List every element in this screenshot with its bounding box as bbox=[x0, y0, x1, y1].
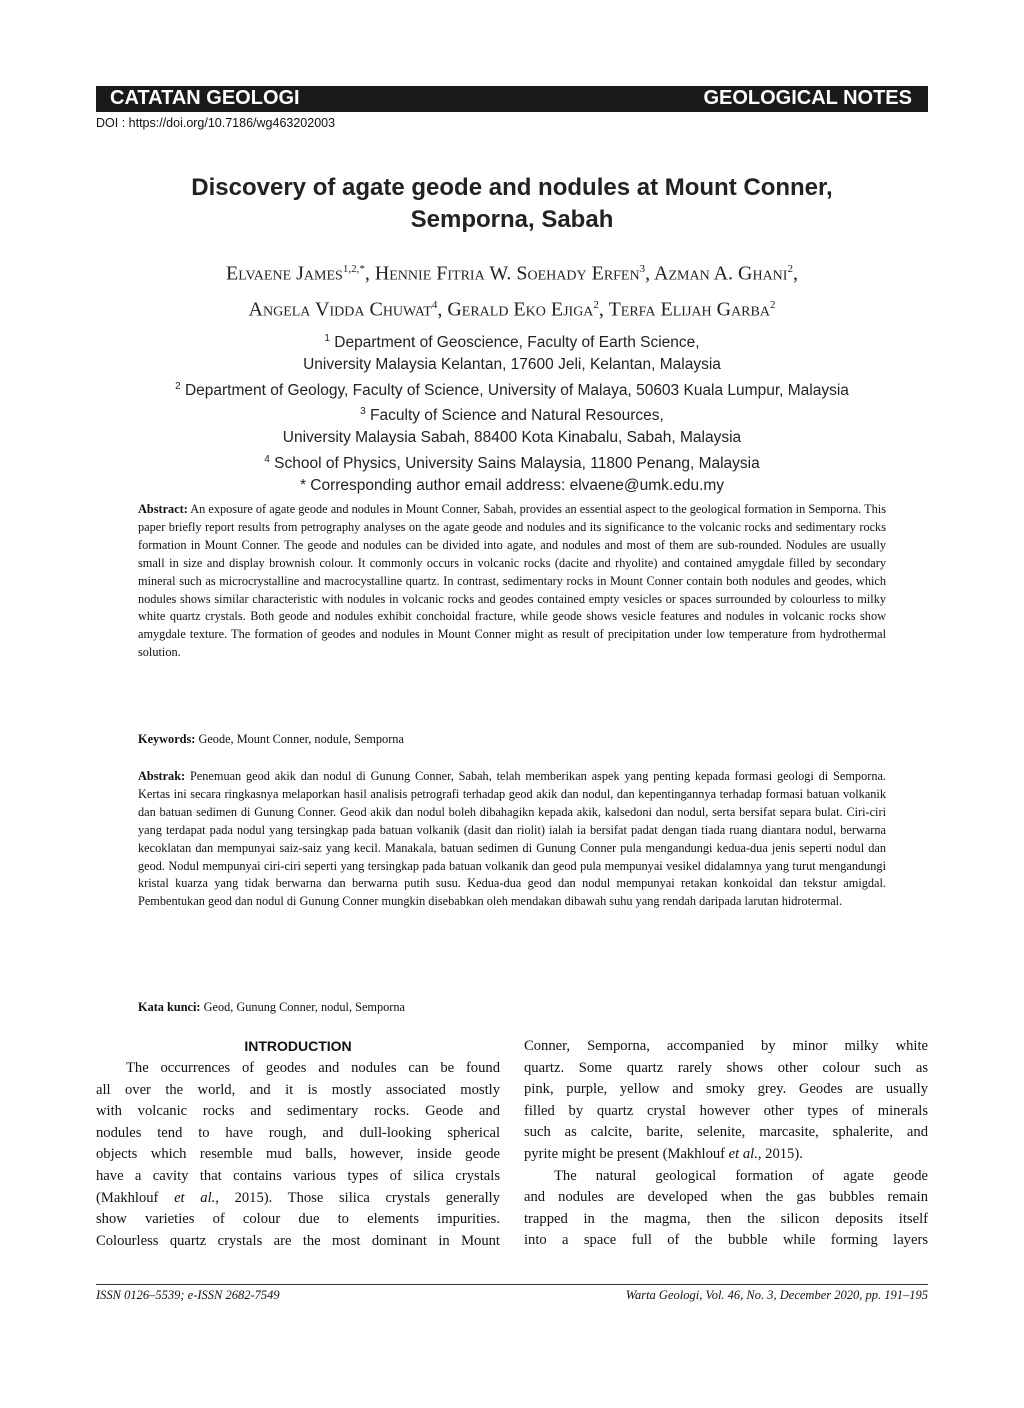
text-line: trapped in the magma, then the silicon deposits itself bbox=[524, 1210, 928, 1227]
author-name: Angela Vidda Chuwat bbox=[248, 298, 432, 321]
text-line: such as calcite, barite, selenite, marcasite, sphalerite, and bbox=[524, 1124, 928, 1141]
text-line: show varieties of colour due to elements impurities. bbox=[96, 1211, 500, 1228]
text-line: Colourless quartz crystals are the most dominant in Mount bbox=[96, 1232, 500, 1249]
abstract-text: An exposure of agate geode and nodules in Mount Conner, Sabah, provides an essential aspect to the geological formation in Semporna. This paper briefly report results from petrography analyses on the agate geode and nodules and its significance to the volcanic rocks and sedimentary rocks formation in Mount Conner. The geode and nodules can be divided into agate, and nodules and most of them are sub-rounded. Nodules are usually small in size and display brownish colour. It commonly occurs in volcanic rocks (dacite and rhyolite) and contained amygdale filled by secondary mineral such as microcrystalline and macrocystalline quartz. In contrast, sedimentary rocks in Mount Conner contain both nodules and geodes, which nodules shows similar characteristic with nodules in volcanic rocks and geodes contained empty vesicles or spaces surrounded by colourless to milky white quartz crystals. Both geode and nodules exhibit conchoidal fracture, while geode shows vesicle features and nodules in volcanic rocks show amygdale texture. The formation of geodes and nodules in Mount Conner might as result of precipitation under low temperature from hydrothermal solution. bbox=[138, 502, 886, 660]
text-line: have a cavity that contains various types of silica crystals bbox=[96, 1167, 500, 1184]
abstrak-text: Penemuan geod akik dan nodul di Gunung Conner, Sabah, telah memberikan aspek yang penting kepada formasi geologi di Semporna. Kertas ini secara ringkasnya melaporkan hasil analisis petrografi terhadap geod akik dan nodul, dan kepentingannya terhadap formasi batuan volkanik dan batuan sedimen di Gunung Conner. Geod akik dan nodul boleh dibahagikn kepada akik, kalsedoni dan nodul, serta bersifat separa bulat. Ciri-ciri yang terdapat pada nodul yang tersingkap pada batuan volkanik (dasit dan riolit) ialah ia bersifat padat dengan tiada ruang diantara nodul, berwarna kecoklatan dan mempunyai saiz-saiz yang kecil. Manakala, batuan sedimen di Gunung Conner pula mengandungi kedua-dua jenis seperti nodul dan geod. Nodul mempunyai ciri-ciri seperti yang tersingkap pada batuan volkanik dan geod pula mempunyai vesikel didalamnya yang turut mengandungi kristal kuarza yang tidak berwarna dan berwarna putih susu. Kedua-dua geod dan nodul mempunyai retakan konkoidal dan tekstur amigdal. Pembentukan geod dan nodul di Gunung Conner mungkin disebabkan oleh mendakan dibawah suhu yang rendah daripada larutan hidrotermal. bbox=[138, 769, 886, 909]
affiliation-sup: 2 bbox=[175, 380, 181, 392]
kata-kunci bbox=[138, 998, 886, 1016]
abstract-malay bbox=[138, 768, 886, 911]
footer-rule bbox=[96, 1284, 928, 1285]
affiliation-line bbox=[96, 376, 928, 402]
author-sup: 3 bbox=[639, 263, 646, 275]
section-banner bbox=[96, 86, 928, 112]
intro-right-column bbox=[524, 1036, 928, 1252]
footer-citation: Warta Geologi, Vol. 46, No. 3, December 2020, pp. 191–195 bbox=[625, 1288, 928, 1302]
text-line: pyrite might be present (Makhlouf et al., 2015). bbox=[524, 1145, 803, 1162]
affiliation-text: School of Physics, University Sains Malaysia, 11800 Penang, Malaysia bbox=[269, 455, 760, 473]
affiliation-text: Department of Geoscience, Faculty of Earth Science, bbox=[329, 334, 700, 352]
author-sup: 1,2,* bbox=[342, 263, 365, 275]
author-line-2: Angela Vidda Chuwat$^4$, Gerald Eko Ejiga$^2$, Terfa Elijah Garba$^2$ bbox=[248, 298, 776, 321]
author-name: Hennie Fitria W. Soehady Erfen bbox=[374, 262, 640, 285]
text-line: nodules tend to have rough, and dull-looking spherical bbox=[96, 1124, 500, 1141]
doi-link[interactable]: DOI : https://doi.org/10.7186/wg463202003 bbox=[96, 116, 336, 130]
kata-kunci-label: Kata kunci: bbox=[138, 1000, 201, 1014]
affiliation-line bbox=[96, 354, 928, 376]
author-sup: 2 bbox=[769, 298, 776, 311]
affiliation-text: Faculty of Science and Natural Resources, bbox=[365, 407, 664, 425]
text-line: Conner, Semporna, accompanied by minor milky white bbox=[524, 1038, 928, 1054]
abstrak-label: Abstrak: bbox=[138, 769, 186, 783]
corresponding-author bbox=[96, 475, 928, 497]
affiliation-text: * Corresponding author email address: elvaene@umk.edu.my bbox=[299, 476, 725, 494]
text-line: into a space full of the bubble while forming layers bbox=[524, 1232, 928, 1249]
author-name: Azman A. Ghani bbox=[654, 262, 788, 285]
author-name: Gerald Eko Ejiga bbox=[447, 298, 594, 321]
text-line: pink, purple, yellow and smoky grey. Geodes are usually bbox=[524, 1081, 928, 1098]
text-line: (Makhlouf et al., 2015). Those silica crystals generally bbox=[96, 1189, 500, 1206]
author-line-1: Elvaene James$^{1,2,*}$, Hennie Fitria W. Soehady Erfen$^3$, Azman A. Ghani$^2$, bbox=[226, 262, 798, 285]
affiliation-sup: 3 bbox=[360, 406, 366, 418]
text-line: The occurrences of geodes and nodules can be found bbox=[126, 1060, 500, 1076]
author-name: Terfa Elijah Garba bbox=[608, 298, 770, 321]
author-sup: 2 bbox=[593, 298, 599, 311]
affiliation-line bbox=[96, 401, 928, 427]
author-sup: 4 bbox=[431, 298, 438, 311]
author-name: Elvaene James bbox=[226, 262, 343, 285]
footer-issn: ISSN 0126–5539; e-ISSN 2682-7549 bbox=[96, 1288, 280, 1302]
author-list bbox=[96, 254, 928, 325]
affiliation-sup: 4 bbox=[264, 453, 270, 465]
text-line: and nodules are developed when the gas bubbles remain bbox=[524, 1189, 928, 1206]
section-heading-introduction: INTRODUCTION bbox=[244, 1038, 352, 1054]
affiliation-line bbox=[96, 427, 928, 449]
text-line: quartz. Some quartz rarely shows other colour such as bbox=[524, 1059, 928, 1076]
affiliation-text: Department of Geology, Faculty of Science, University of Malaya, 50603 Kuala Lumpur, Malaysia bbox=[180, 381, 849, 399]
title-line-2: Semporna, Sabah bbox=[410, 206, 614, 233]
affiliation-line bbox=[96, 449, 928, 475]
affiliation-text: University Malaysia Kelantan, 17600 Jeli, Kelantan, Malaysia bbox=[303, 355, 721, 373]
kata-kunci-text: Geod, Gunung Conner, nodul, Semporna bbox=[200, 1000, 405, 1014]
paper-title bbox=[96, 172, 928, 236]
text-line: with volcanic rocks and sedimentary rocks. Geode and bbox=[96, 1103, 500, 1120]
banner-left-label: CATATAN GEOLOGI bbox=[110, 87, 300, 109]
title-line-1: Discovery of agate geode and nodules at Mount Conner, bbox=[191, 174, 833, 201]
keywords bbox=[138, 730, 886, 748]
keywords-text: Geode, Mount Conner, nodule, Semporna bbox=[195, 732, 404, 746]
author-sup: 2 bbox=[787, 263, 793, 275]
keywords-label: Keywords: bbox=[138, 732, 196, 746]
text-line: all over the world, and it is mostly associated mostly bbox=[96, 1081, 500, 1098]
banner-right-label: GEOLOGICAL NOTES bbox=[703, 87, 912, 109]
text-line: The natural geological formation of agate geode bbox=[554, 1167, 928, 1184]
abstract-label: Abstract: bbox=[138, 502, 188, 516]
affiliation-sup: 1 bbox=[324, 333, 330, 344]
text-line: objects which resemble mud balls, however, inside geode bbox=[96, 1146, 500, 1163]
abstract-english bbox=[138, 501, 886, 662]
affiliation-line bbox=[96, 328, 928, 354]
affiliation-text: University Malaysia Sabah, 88400 Kota Kinabalu, Sabah, Malaysia bbox=[282, 429, 742, 447]
intro-left-column bbox=[96, 1058, 500, 1252]
text-line: filled by quartz crystal however other types of minerals bbox=[524, 1102, 928, 1119]
affiliations bbox=[96, 328, 928, 497]
